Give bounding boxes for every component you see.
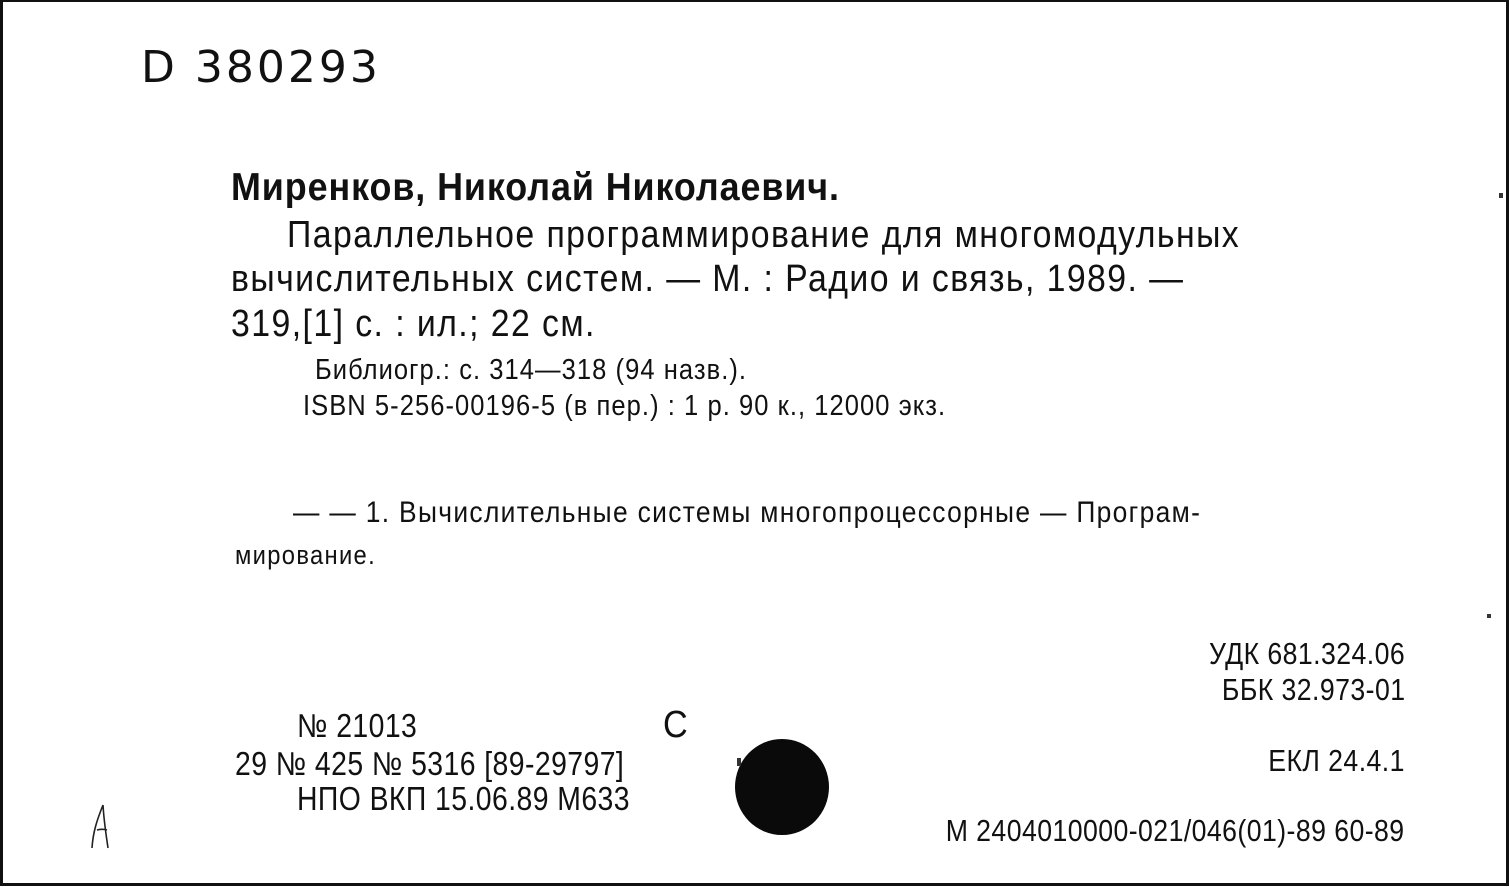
ekl-code: ЕКЛ 24.4.1 <box>1268 743 1405 778</box>
speck <box>1499 193 1503 198</box>
title-line-1: Параллельное программирование для многомодульных <box>287 214 1241 256</box>
author-heading: Миренков, Николай Николаевич. <box>231 166 840 209</box>
card-number: № 21013 <box>297 707 418 744</box>
subject-line-2: мирование. <box>235 540 377 570</box>
letter-mark: С <box>663 704 688 746</box>
isbn-note: ISBN 5-256-00196-5 (в пер.) : 1 р. 90 к., 12000 экз. <box>303 390 947 422</box>
title-line-3: 319,[1] с. : ил.; 22 см. <box>231 303 596 345</box>
title-line-2: вычислительных систем. — М. : Радио и связь, 1989. — <box>231 258 1185 300</box>
m-code: М 2404010000-021/046(01)-89 60-89 <box>946 813 1405 848</box>
call-number: D 380293 <box>141 42 381 93</box>
speck <box>1487 614 1491 618</box>
npo-line: НПО ВКП 15.06.89 М633 <box>297 780 630 817</box>
bibliography-note: Библиогр.: с. 314—318 (94 назв.). <box>315 354 748 386</box>
punch-hole <box>735 739 829 835</box>
speck <box>737 758 741 766</box>
order-line: 29 № 425 № 5316 [89-29797] <box>235 745 625 782</box>
pencil-mark-icon <box>89 802 119 852</box>
udk-code: УДК 681.324.06 <box>1208 636 1405 671</box>
subject-line-1: — — 1. Вычислительные системы многопроцессорные — Програм- <box>293 496 1202 529</box>
bbk-code: ББК 32.973-01 <box>1221 672 1405 707</box>
